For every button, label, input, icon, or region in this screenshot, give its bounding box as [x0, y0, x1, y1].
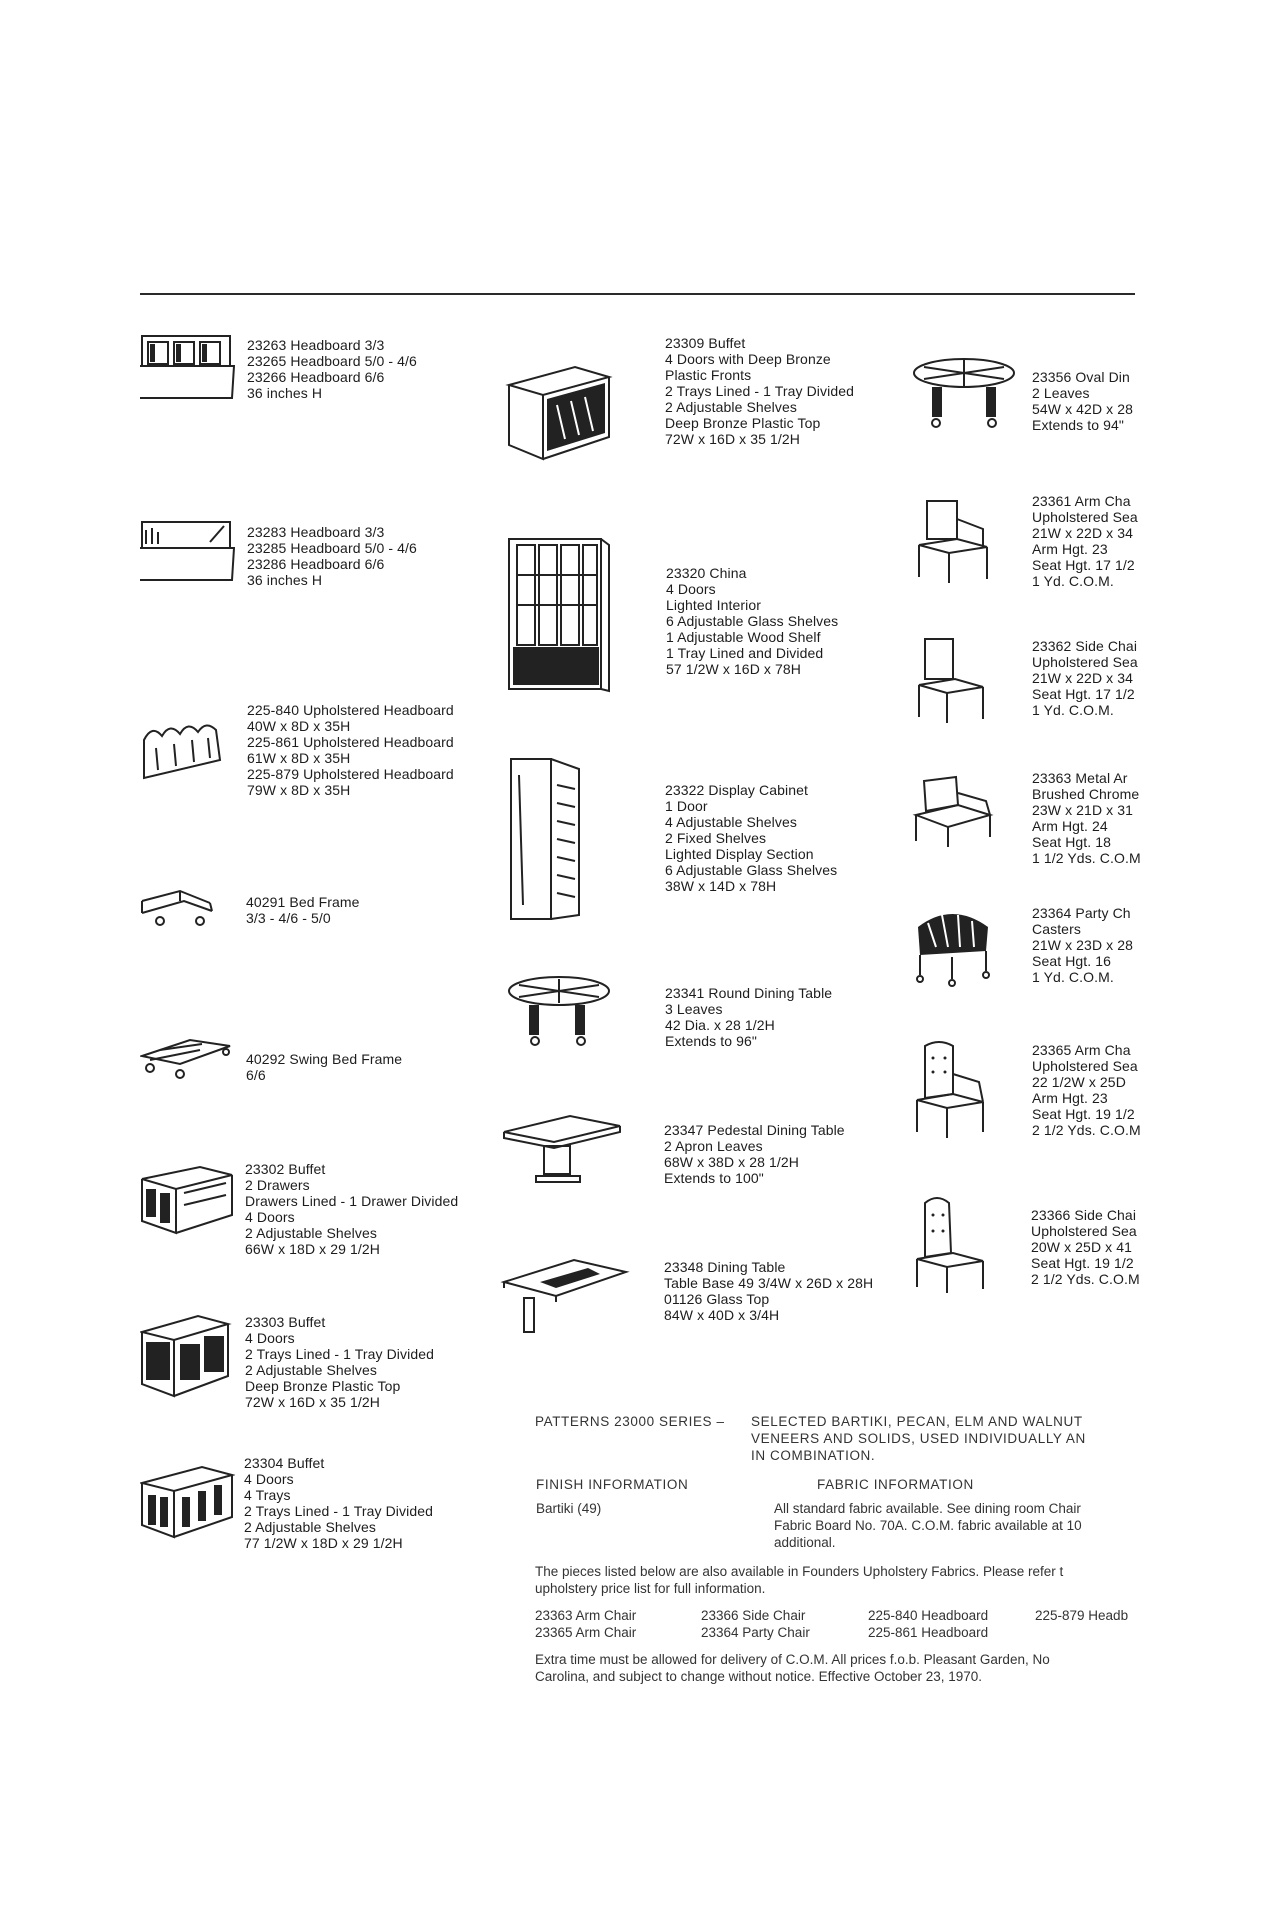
- upholstery-item: 225-861 Headboard: [868, 1625, 989, 1640]
- item-line: Seat Hgt. 18: [1032, 834, 1112, 850]
- buffet-icon: [140, 1163, 235, 1243]
- finish-heading: FINISH INFORMATION: [536, 1477, 689, 1492]
- upholstery-item: 23364 Party Chair: [701, 1625, 810, 1640]
- footer-line: Carolina, and subject to change without notice. Effective October 23, 1970.: [535, 1669, 983, 1684]
- upholstery-list: [535, 1607, 1135, 1645]
- item-line: 23347 Pedestal Dining Table: [664, 1122, 845, 1138]
- item-line: 23362 Side Chai: [1032, 638, 1138, 654]
- item-line: 77 1/2W x 18D x 29 1/2H: [244, 1535, 403, 1551]
- display-cabinet-icon: [509, 755, 589, 925]
- upholstery-item: 225-879 Headb: [1035, 1608, 1129, 1623]
- patterns-line: IN COMBINATION.: [751, 1448, 876, 1463]
- item-line: Upholstered Sea: [1032, 1058, 1138, 1074]
- china-cabinet-icon: [505, 535, 615, 695]
- patterns-line: VENEERS AND SOLIDS, USED INDIVIDUALLY AN: [751, 1431, 1086, 1446]
- item-line: 23304 Buffet: [244, 1455, 325, 1471]
- item-line: 2 1/2 Yds. C.O.M: [1031, 1271, 1140, 1287]
- item-line: 6/6: [246, 1067, 266, 1083]
- upholstered-headboard-icon: [140, 710, 235, 800]
- item-line: 2 Leaves: [1032, 385, 1090, 401]
- item-line: 6 Adjustable Glass Shelves: [665, 862, 838, 878]
- bed-frame-icon: [140, 885, 235, 935]
- oval-table-icon: [910, 355, 1020, 445]
- footer-line: Extra time must be allowed for delivery of C.O.M. All prices f.o.b. Pleasant Garden, No: [535, 1652, 1050, 1667]
- item-line: 66W x 18D x 29 1/2H: [245, 1241, 380, 1257]
- item-line: Drawers Lined - 1 Drawer Divided: [245, 1193, 459, 1209]
- item-line: 21W x 22D x 34: [1032, 525, 1133, 541]
- item-line: 225-879 Upholstered Headboard: [247, 766, 454, 782]
- item-line: 225-840 Upholstered Headboard: [247, 702, 454, 718]
- metal-arm-chair-icon: [912, 775, 997, 850]
- item-line: Seat Hgt. 16: [1032, 953, 1112, 969]
- item-line: 23283 Headboard 3/3: [247, 524, 385, 540]
- item-line: 23W x 21D x 31: [1032, 802, 1133, 818]
- item-line: 1 Adjustable Wood Shelf: [666, 629, 821, 645]
- pedestal-table-icon: [500, 1110, 625, 1190]
- item-line: 6 Adjustable Glass Shelves: [666, 613, 839, 629]
- item-line: Plastic Fronts: [665, 367, 752, 383]
- item-line: Extends to 100": [664, 1170, 764, 1186]
- item-line: Brushed Chrome: [1032, 786, 1140, 802]
- item-line: 4 Doors: [245, 1209, 295, 1225]
- item-line: Upholstered Sea: [1032, 509, 1138, 525]
- buffet-icon: [505, 355, 615, 465]
- item-line: 2 Adjustable Shelves: [665, 399, 797, 415]
- item-line: 1 Yd. C.O.M.: [1032, 702, 1114, 718]
- upholstery-item: 225-840 Headboard: [868, 1608, 989, 1623]
- item-line: Upholstered Sea: [1032, 654, 1138, 670]
- upholstery-item: 23363 Arm Chair: [535, 1608, 637, 1623]
- item-line: 2 Drawers: [245, 1177, 310, 1193]
- item-line: 54W x 42D x 28: [1032, 401, 1133, 417]
- upholstery-item: 23366 Side Chair: [701, 1608, 806, 1623]
- item-line: 20W x 25D x 41: [1031, 1239, 1132, 1255]
- item-line: 23356 Oval Din: [1032, 369, 1130, 385]
- item-line: Seat Hgt. 17 1/2: [1032, 686, 1135, 702]
- item-line: 225-861 Upholstered Headboard: [247, 734, 454, 750]
- item-line: 38W x 14D x 78H: [665, 878, 777, 894]
- party-chair-icon: [912, 907, 997, 987]
- item-line: 1 Yd. C.O.M.: [1032, 969, 1114, 985]
- arm-chair-icon: [915, 495, 995, 585]
- fabric-line: Fabric Board No. 70A. C.O.M. fabric available at 10: [774, 1518, 1082, 1533]
- item-line: Table Base 49 3/4W x 26D x 28H: [664, 1275, 874, 1291]
- item-line: 21W x 23D x 28: [1032, 937, 1133, 953]
- dining-table-icon: [500, 1250, 630, 1340]
- item-line: 23320 China: [666, 565, 747, 581]
- fabric-line: All standard fabric available. See dining room Chair: [774, 1501, 1081, 1516]
- item-line: 36 inches H: [247, 385, 323, 401]
- item-line: 23309 Buffet: [665, 335, 746, 351]
- item-line: 2 Trays Lined - 1 Tray Divided: [245, 1346, 434, 1362]
- item-line: 72W x 16D x 35 1/2H: [245, 1394, 380, 1410]
- item-line: Arm Hgt. 24: [1032, 818, 1108, 834]
- item-line: 23302 Buffet: [245, 1161, 326, 1177]
- item-line: 2 Adjustable Shelves: [245, 1362, 377, 1378]
- founders-line: upholstery price list for full information.: [535, 1581, 766, 1596]
- headboard-icon: [140, 512, 235, 584]
- header-rule: [140, 293, 1135, 295]
- item-line: 23303 Buffet: [245, 1314, 326, 1330]
- item-line: Extends to 96": [665, 1033, 757, 1049]
- item-line: 61W x 8D x 35H: [247, 750, 351, 766]
- item-line: 4 Doors: [245, 1330, 295, 1346]
- round-table-icon: [505, 975, 615, 1055]
- item-line: 1 Yd. C.O.M.: [1032, 573, 1114, 589]
- item-line: Arm Hgt. 23: [1032, 541, 1108, 557]
- tufted-side-chair-icon: [913, 1195, 993, 1295]
- item-line: Deep Bronze Plastic Top: [665, 415, 821, 431]
- item-line: Seat Hgt. 19 1/2: [1032, 1106, 1135, 1122]
- item-line: 1 Tray Lined and Divided: [666, 645, 824, 661]
- item-line: 79W x 8D x 35H: [247, 782, 351, 798]
- item-line: 36 inches H: [247, 572, 323, 588]
- item-line: 42 Dia. x 28 1/2H: [665, 1017, 775, 1033]
- patterns-line: SELECTED BARTIKI, PECAN, ELM AND WALNUT: [751, 1414, 1083, 1429]
- item-line: 40W x 8D x 35H: [247, 718, 351, 734]
- upholstery-item: 23365 Arm Chair: [535, 1625, 637, 1640]
- item-line: 57 1/2W x 16D x 78H: [666, 661, 801, 677]
- item-line: 40291 Bed Frame: [246, 894, 360, 910]
- fabric-heading: FABRIC INFORMATION: [817, 1477, 974, 1492]
- finish-value: Bartiki (49): [536, 1501, 602, 1516]
- item-line: Extends to 94": [1032, 417, 1124, 433]
- item-line: 72W x 16D x 35 1/2H: [665, 431, 800, 447]
- item-line: Upholstered Sea: [1031, 1223, 1137, 1239]
- item-line: 40292 Swing Bed Frame: [246, 1051, 403, 1067]
- item-line: 3/3 - 4/6 - 5/0: [246, 910, 331, 926]
- item-line: 84W x 40D x 3/4H: [664, 1307, 780, 1323]
- item-line: Seat Hgt. 17 1/2: [1032, 557, 1135, 573]
- item-line: 2 1/2 Yds. C.O.M: [1032, 1122, 1141, 1138]
- item-line: 23322 Display Cabinet: [665, 782, 808, 798]
- item-line: 2 Adjustable Shelves: [244, 1519, 376, 1535]
- item-line: 22 1/2W x 25D: [1032, 1074, 1126, 1090]
- item-line: 1 Door: [665, 798, 708, 814]
- item-line: 4 Doors: [666, 581, 716, 597]
- item-line: 2 Trays Lined - 1 Tray Divided: [244, 1503, 433, 1519]
- item-line: 23348 Dining Table: [664, 1259, 786, 1275]
- item-line: 4 Adjustable Shelves: [665, 814, 797, 830]
- item-line: 23363 Metal Ar: [1032, 770, 1128, 786]
- item-line: 23285 Headboard 5/0 - 4/6: [247, 540, 417, 556]
- item-line: 01126 Glass Top: [664, 1291, 770, 1307]
- item-line: 2 Trays Lined - 1 Tray Divided: [665, 383, 854, 399]
- patterns-label: PATTERNS 23000 SERIES –: [535, 1414, 725, 1429]
- item-line: 68W x 38D x 28 1/2H: [664, 1154, 799, 1170]
- item-line: 23364 Party Ch: [1032, 905, 1131, 921]
- headboard-icon: [140, 330, 235, 402]
- item-line: 23366 Side Chai: [1031, 1207, 1137, 1223]
- buffet-icon: [140, 1310, 235, 1400]
- item-line: Lighted Interior: [666, 597, 761, 613]
- item-line: 2 Adjustable Shelves: [245, 1225, 377, 1241]
- item-line: 23266 Headboard 6/6: [247, 369, 385, 385]
- buffet-icon: [140, 1455, 235, 1545]
- item-line: Deep Bronze Plastic Top: [245, 1378, 401, 1394]
- item-line: 4 Trays: [244, 1487, 291, 1503]
- item-line: 2 Apron Leaves: [664, 1138, 763, 1154]
- founders-line: The pieces listed below are also available in Founders Upholstery Fabrics. Please refer t: [535, 1564, 1064, 1579]
- item-line: 23263 Headboard 3/3: [247, 337, 385, 353]
- item-line: 23286 Headboard 6/6: [247, 556, 385, 572]
- item-line: 23361 Arm Cha: [1032, 493, 1131, 509]
- item-line: 2 Fixed Shelves: [665, 830, 767, 846]
- item-line: 4 Doors: [244, 1471, 294, 1487]
- tufted-arm-chair-icon: [913, 1040, 993, 1140]
- item-line: Arm Hgt. 23: [1032, 1090, 1108, 1106]
- item-line: 4 Doors with Deep Bronze: [665, 351, 831, 367]
- fabric-line: additional.: [774, 1535, 836, 1550]
- item-line: 23341 Round Dining Table: [665, 985, 833, 1001]
- item-line: Casters: [1032, 921, 1081, 937]
- item-line: 21W x 22D x 34: [1032, 670, 1133, 686]
- swing-bed-frame-icon: [140, 1030, 235, 1085]
- item-line: 23365 Arm Cha: [1032, 1042, 1131, 1058]
- item-line: 23265 Headboard 5/0 - 4/6: [247, 353, 417, 369]
- item-line: 3 Leaves: [665, 1001, 723, 1017]
- side-chair-icon: [915, 635, 995, 725]
- item-line: Lighted Display Section: [665, 846, 814, 862]
- item-line: 1 1/2 Yds. C.O.M: [1032, 850, 1141, 866]
- item-line: Seat Hgt. 19 1/2: [1031, 1255, 1134, 1271]
